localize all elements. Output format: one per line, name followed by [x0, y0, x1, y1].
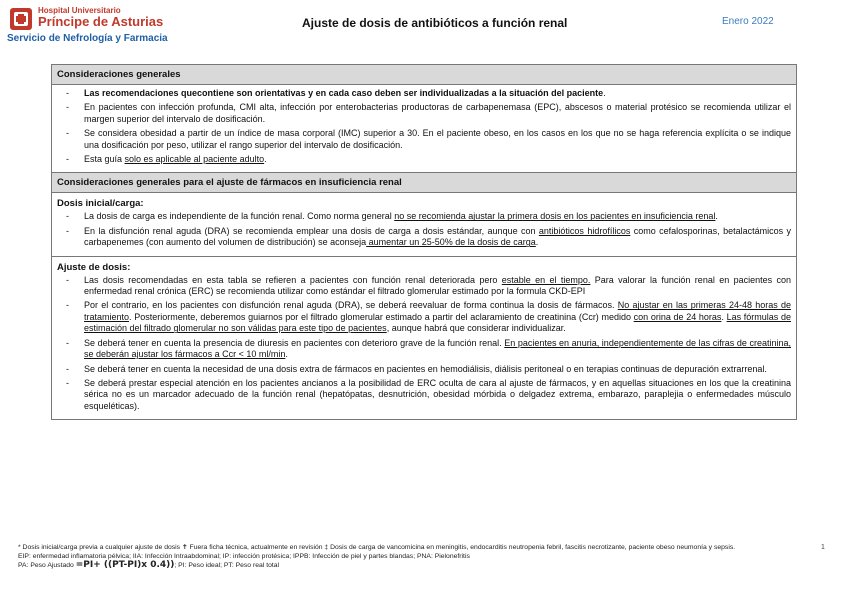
- document-title: Ajuste de dosis de antibióticos a función renal: [302, 16, 568, 30]
- list-item: - La dosis de carga es independiente de la función renal. Como norma general no se recomienda ajustar la primera dosis en los pacientes en insuficiencia renal.: [57, 211, 791, 222]
- loading-dose-list: [57, 211, 791, 248]
- list-item: - Se deberá prestar especial atención en los pacientes ancianos a la posibilidad de ERC oculta de cara al ajuste de fármacos, y en aquellas situaciones en los que la creatinina sérica no es un marcador adecuado de la función renal (hepatópatas, desnutrición, obesidad mórbida o delgadez extrema, embarazo, paraplejia o enfermedades músculo esqueléticas).: [57, 378, 791, 412]
- list-item: - Por el contrario, en los pacientes con disfunción renal aguda (DRA), se deberá reevaluar de forma continua la dosis de fármacos. No ajustar en las primeras 24-48 horas de tratamiento. Posteriormente, deberemos guiarnos por el filtrado glomerular estimado a partir del aclaramiento de creatinina (Ccr) medido con orina de 24 horas. Las fórmulas de estimación del filtrado glomerular no son válidas para este tipo de pacientes, aunque habrá que considerar individualizar.: [57, 300, 791, 334]
- list-item: - Las recomendaciones quecontiene son orientativas y en cada caso deben ser individualizadas a la situación del paciente.: [57, 88, 791, 99]
- footnote-line-3: PA: Peso Ajustado =PI+ ((PT-PI)x 0.4)); PI: Peso ideal; PT: Peso real total: [18, 560, 280, 570]
- service-name: Servicio de Nefrología y Farmacia: [7, 33, 168, 44]
- section-dose-adjustment: [52, 256, 796, 419]
- list-item: - Las dosis recomendadas en esta tabla se refieren a pacientes con función renal deteriorada pero estable en el tiempo. Para valorar la función renal en pacientes con enfermedad renal crónica (ERC) se recomienda utilizar como estándar el filtrado glomerular estimado por la formula CKD-EPI: [57, 275, 791, 298]
- section-general-header: Consideraciones generales: [52, 65, 796, 85]
- footnote-line-1: * Dosis inicial/carga previa a cualquier ajuste de dosis ✝ Fuera ficha técnica, actualmente en revisión ‡ Dosis de carga de vancomicina en meningitis, endocarditis neutropenia febril, fascitis necrotizante, paciente obeso neumonía y sepsis.: [18, 544, 736, 551]
- hospital-logo: [7, 5, 207, 49]
- list-item: - Se deberá tener en cuenta la necesidad de una dosis extra de fármacos en pacientes en hemodiálisis, diálisis peritoneal o en terapias continuas de depuración extrarrenal.: [57, 364, 791, 375]
- general-list: [57, 88, 791, 165]
- adjusted-weight-formula: =PI+ ((PT-PI)x 0.4)): [75, 560, 175, 570]
- logo-line-1: Hospital Universitario: [38, 6, 121, 15]
- list-item: - Se considera obesidad a partir de un índice de masa corporal (IMC) superior a 30. En el paciente obeso, en los casos en los que no se haga referencia explícita o se indique una dosificación por peso, utilizar el rango superior del intervalo de dosificación.: [57, 128, 791, 151]
- dose-adjustment-title: Ajuste de dosis:: [57, 261, 131, 273]
- list-item: - En pacientes con infección profunda, CMI alta, infección por enterobacterias productoras de carbapenemasa (EPC), abscesos o material protésico se recomienda utilizar el margen superior del intervalo de dosificación.: [57, 102, 791, 125]
- section-renal-header: Consideraciones generales para el ajuste de fármacos en insuficiencia renal: [52, 172, 796, 193]
- section-loading-dose: [52, 193, 796, 255]
- document-date: Enero 2022: [722, 16, 774, 27]
- list-item: - Esta guía solo es aplicable al paciente adulto.: [57, 154, 791, 165]
- list-item: - En la disfunción renal aguda (DRA) se recomienda emplear una dosis de carga a dosis estándar, aunque con antibióticos hidrofílicos como cefalosporinas, betalactámicos y carbapenemes (con aumento del volumen de distribución) se aconseja aumentar un 25-50% de la dosis de carga.: [57, 226, 791, 249]
- content-table: [51, 64, 797, 420]
- loading-dose-title: Dosis inicial/carga:: [57, 198, 144, 210]
- list-item: - Se deberá tener en cuenta la presencia de diuresis en pacientes con deterioro grave de la función renal. En pacientes en anuria, independientemente de las cifras de creatinina, se deberán ajustar los fármacos a Ccr < 10 ml/min.: [57, 338, 791, 361]
- dose-adjustment-list: [57, 275, 791, 412]
- page-number: 1: [821, 544, 825, 551]
- section-general-body: [52, 85, 796, 172]
- logo-line-2: Príncipe de Asturias: [38, 14, 164, 29]
- footnotes: [18, 543, 788, 570]
- footnote-line-2: EIP: enfermedad inflamatoria pélvica; IIA: Infección Intraabdominal; IP: infección protésica; IPPB: Infección de piel y partes blandas; PNA: Pielonefritis: [18, 553, 470, 560]
- hospital-logo-icon: [9, 7, 33, 31]
